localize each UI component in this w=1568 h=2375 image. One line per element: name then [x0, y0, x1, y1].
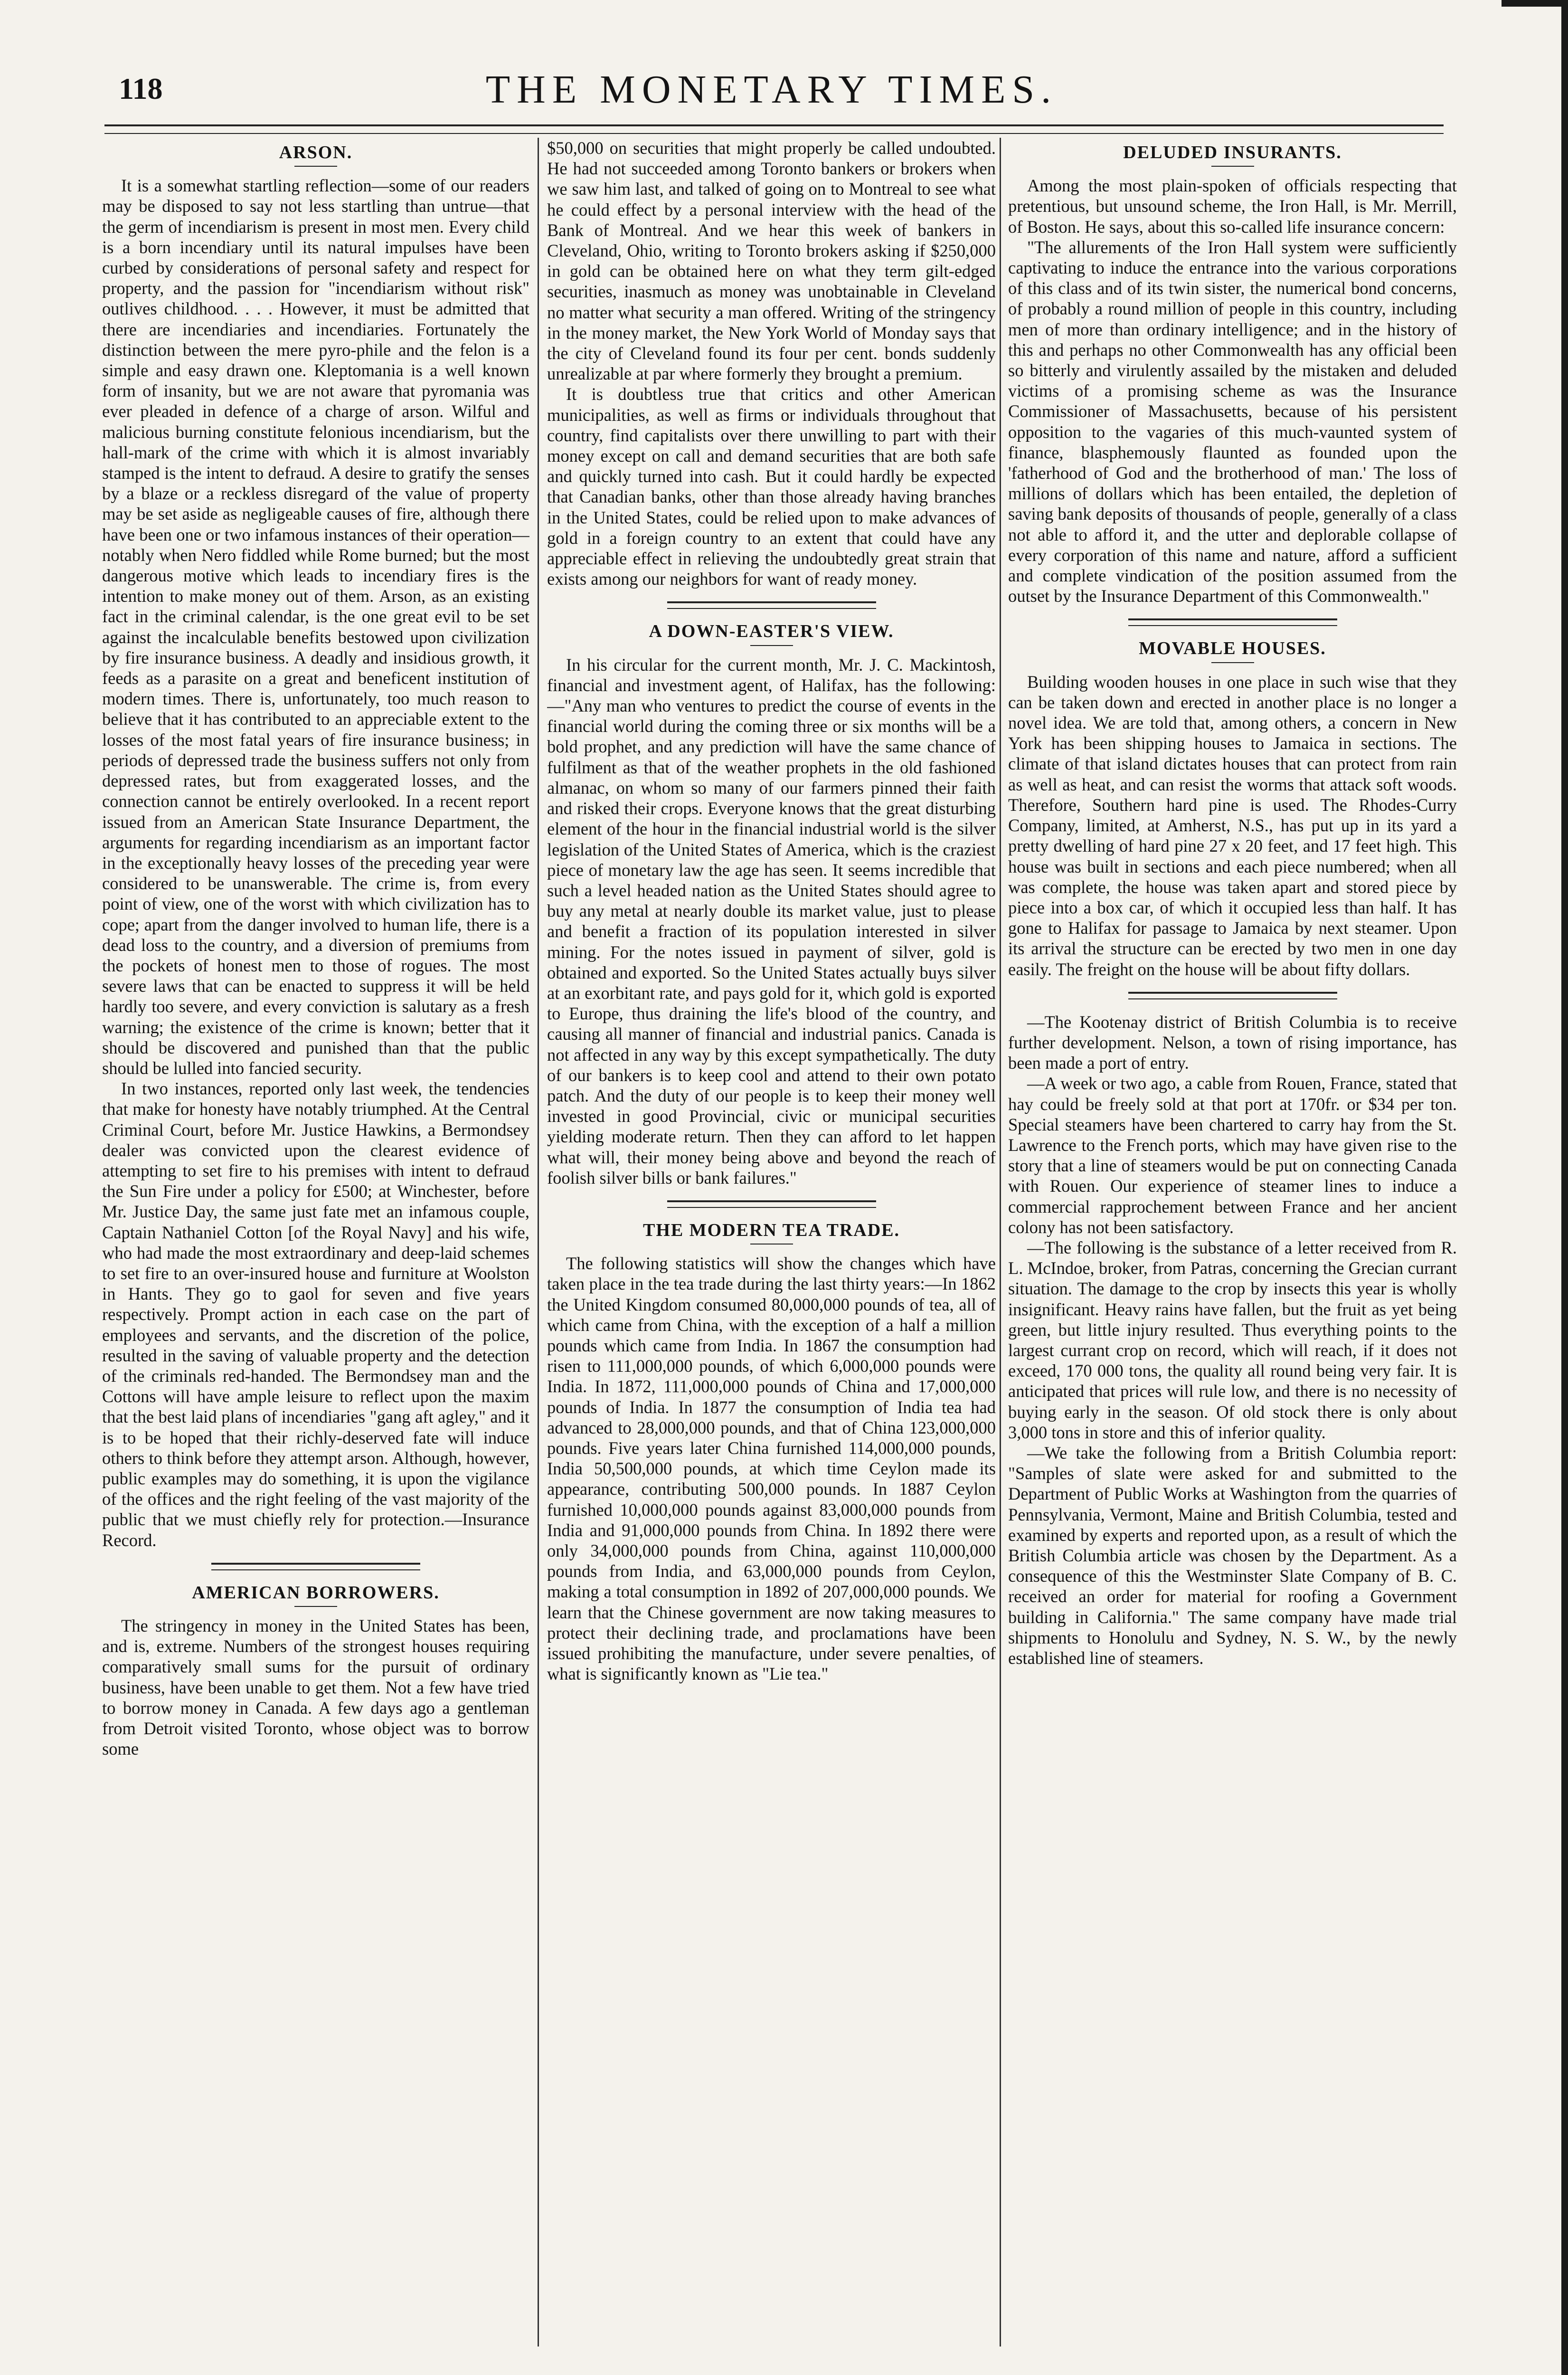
article-paragraph: "The allurements of the Iron Hall system were sufficiently captivating to induce the entrance into the various corporations of this class and of its twin sister, the numerical bond concerns, of probably a round million of people in this country, including men of more than ordinary intelligence; and in the history of this and perhaps no other Commonwealth has any official been so bitterly and virulently assailed by the mistaken and deluded victims of a promising scheme as was the Insurance Commissioner of Massachusetts, because of his persistent opposition to the vagaries of this much-vaunted system of finance, blasphemously flaunted as founded upon the 'fatherhood of God and the brotherhood of man.' The loss of millions of dollars which has been entailed, the depletion of saving bank deposits of thousands of people, generally of a class not able to afford it, and the utter and deplorable collapse of every corporation of this name and nature, afford a sufficient and complete vindication of the position assumed from the outset by the Insurance Department of this Commonwealth.": [1008, 237, 1457, 606]
column-middle: [547, 138, 996, 2346]
article-heading: DELUDED INSURANTS.: [1123, 142, 1342, 162]
article-paragraph: The stringency in money in the United States has been, and is, extreme. Numbers of the strongest houses requiring comparatively small sums for the pursuit of ordinary business, have been unable to get them. Not a few have tried to borrow money in Canada. A few days ago a gentleman from Detroit visited Toronto, whose object was to borrow some: [102, 1616, 529, 1759]
section-break: [667, 1200, 876, 1208]
news-note: —A week or two ago, a cable from Rouen, France, stated that hay could be freely sold at that port at 170fr. or $34 per ton. Special steamers have been chartered to carry hay from the St. Lawrence to the French ports, which may have given rise to the story that a line of steamers would be put on connecting Canada with Rouen. Our experience of steamer lines to induce a commercial rapprochement between France and her ancient colony has not been satisfactory.: [1008, 1074, 1457, 1237]
heading-rule: [294, 166, 337, 167]
article-paragraph: The following statistics will show the changes which have taken place in the tea trade during the last thirty years:—In 1862 the United Kingdom consumed 80,000,000 pounds of tea, all of which came from China, with the exception of a half a million pounds which came from India. In 1867 the consumption had risen to 111,000,000 pounds, of which 6,000,000 pounds were India. In 1872, 111,000,000 pounds of China and 17,000,000 pounds of India. In 1877 the consumption of India tea had advanced to 28,000,000 pounds, and that of China 123,000,000 pounds. Five years later China furnished 114,000,000 pounds, India 50,500,000 pounds, at which time Ceylon made its appearance, contributing 500,000 pounds. In 1887 Ceylon furnished 10,000,000 pounds against 83,000,000 pounds from India and 91,000,000 pounds from China. In 1892 there were only 34,000,000 pounds from China, against 110,000,000 pounds from India, and 63,000,000 pounds from Ceylon, making a total consumption in 1892 of 207,000,000 pounds. We learn that the Chinese government are now taking measures to protect their declining trade, and proclamations have been issued prohibiting the manufacture, under severe penalties, of what is significantly known as "Lie tea.": [547, 1254, 996, 1684]
article-paragraph: In his circular for the current month, Mr. J. C. Mackintosh, financial and investment agent, of Halifax, has the following:—"Any man who ventures to predict the course of events in the financial world during the coming three or six months will be a bold prophet, and any prediction will have the same chance of fulfilment as that of the weather prophets in the old fashioned almanac, on whom so many of our farmers pinned their faith and risked their crops. Everyone knows that the great disturbing element of the hour in the financial industrial world is the silver legislation of the United States of America, which is the craziest piece of monetary law the age has seen. It seems incredible that such a level headed nation as the United States should agree to buy any metal at nearly double its market value, just to please and benefit a fraction of its population interested in silver mining. For the notes issued in payment of silver, gold is obtained and exported. So the United States actually buys silver at an exorbitant rate, and pays gold for it, which gold is exported to Europe, thus draining the life's blood of the country, and causing all manner of financial and industrial panics. Canada is not affected in any way by this except sympathetically. The duty of our bankers is to keep cool and attend to their own potato patch. And the duty of our people is to keep their money well invested in good Provincial, civic or municipal securities yielding moderate return. Then they can afford to let happen what will, their money being above and beyond the reach of foolish silver bills or bank failures.": [547, 655, 996, 1188]
masthead: [95, 66, 1448, 119]
article-down-easters-view: [547, 621, 996, 1188]
news-note: —The following is the substance of a letter received from R. L. McIndoe, broker, from Patras, concerning the Grecian currant situation. The damage to the crop by insects this year is wholly insignificant. Heavy rains have fallen, but the fruit as yet being green, but little injury resulted. Thus everything points to the largest currant crop on record, which will reach, if it does not exceed, 170 000 tons, the quality all round being very fair. It is anticipated that prices will rule low, and there is no necessity of buying early in the season. Of old stock there is only about 3,000 tons in store and this of inferior quality.: [1008, 1237, 1457, 1442]
news-note: —The Kootenay district of British Columbia is to receive further development. Nelson, a town of rising importance, has been made a port of entry.: [1008, 1012, 1457, 1073]
column-left: [102, 138, 529, 2346]
heading-rule: [1211, 662, 1254, 663]
column-divider-2: [1000, 138, 1001, 2346]
heading-rule: [1211, 166, 1254, 167]
column-right: [1008, 138, 1457, 2346]
masthead-rule: [104, 124, 1444, 134]
scan-edge-top: [1502, 0, 1568, 7]
newspaper-title: THE MONETARY TIMES.: [485, 67, 1058, 112]
page-number: 118: [119, 72, 163, 105]
article-paragraph: In two instances, reported only last week, the tendencies that make for honesty have notably triumphed. At the Central Criminal Court, before Mr. Justice Hawkins, a Bermondsey dealer was convicted upon the clearest evidence of attempting to set fire to his premises with intent to defraud the Sun Fire under a policy for £500; at Winchester, before Mr. Justice Day, the same just fate met an infamous couple, Captain Nathaniel Cotton [of the Royal Navy] and his wife, who had made the most extraordinary and deep-laid schemes to set fire to an over-insured house and furniture at Woolston in Hants. They go to gaol for seven and five years respectively. Prompt action in each case on the part of employees and servants, and the discretion of the police, resulted in the saving of valuable property and the detection of the criminals red-handed. The Bermondsey man and the Cottons will have ample leisure to reflect upon the maxim that the best laid plans of incendiaries "gang aft agley," and it is to be hoped that their richly-deserved fate will induce others to think before they attempt arson. Although, however, public examples may do something, it is upon the vigilance of the offices and the right feeling of the vast majority of the public that we must chiefly rely for protection.—Insurance Record.: [102, 1079, 529, 1550]
article-heading: ARSON.: [279, 142, 353, 162]
article-paragraph: Among the most plain-spoken of officials respecting that pretentious, but unsound scheme, the Iron Hall, is Mr. Merrill, of Boston. He says, about this so-called life insurance concern:: [1008, 176, 1457, 237]
article-deluded-insurants: [1008, 142, 1457, 606]
news-note: —We take the following from a British Columbia report: "Samples of slate were asked for and submitted to the Department of Public Works at Washington from the quarries of Pennsylvania, Vermont, Maine and British Columbia, tested and examined by experts and reported upon, as a result of which the British Columbia article was chosen by the Department. As a consequence of this the Westminster Slate Company of B. C. received an order for material for roofing a Government building in California." The same company have made trial shipments to Honolulu and Sydney, N. S. W., by the newly established line of steamers.: [1008, 1443, 1457, 1668]
article-heading: MOVABLE HOUSES.: [1139, 638, 1326, 659]
column-divider-1: [538, 138, 539, 2346]
article-heading: A DOWN-EASTER'S VIEW.: [649, 621, 894, 642]
section-break: [1128, 618, 1337, 626]
article-borrowers-continued: [547, 138, 996, 589]
section-break: [667, 601, 876, 609]
article-paragraph: Building wooden houses in one place in such wise that they can be taken down and erected in another place is no longer a novel idea. We are told that, among others, a concern in New York has been shipping houses to Jamaica in sections. The climate of that island dictates houses that can protect from rain as well as heat, and can resist the worms that attack soft woods. Therefore, Southern hard pine is used. The Rhodes-Curry Company, limited, at Amherst, N.S., has put up in its yard a pretty dwelling of hard pine 27 x 20 feet, and 17 feet high. This house was built in sections and each piece numbered; when all was complete, the house was taken apart and stored piece by piece into a box car, of which it occupied less than half. It has gone to Halifax for passage to Jamaica by next steamer. Upon its arrival the structure can be erected by two men in one day easily. The freight on the house will be about fifty dollars.: [1008, 672, 1457, 979]
heading-rule: [750, 645, 793, 646]
news-notes: [1008, 1012, 1457, 1669]
article-movable-houses: [1008, 638, 1457, 979]
article-arson: [102, 142, 529, 1550]
article-modern-tea-trade: [547, 1220, 996, 1684]
article-american-borrowers: [102, 1583, 529, 1759]
section-break: [1128, 992, 1337, 999]
article-paragraph: $50,000 on securities that might properly be called undoubted. He had not succeeded among Toronto bankers or brokers when we saw him last, and talked of going on to Montreal to see what he could effect by a personal interview with the head of the Bank of Montreal. And we hear this week of bankers in Cleveland, Ohio, writing to Toronto brokers asking if $250,000 in gold can be obtained here on what they term gilt-edged securities, inasmuch as money was unobtainable in Cleveland no matter what security a man offered. Writing of the stringency in the money market, the New York World of Monday says that the city of Cleveland found its four per cent. bonds suddenly unrealizable at par where formerly they brought a premium.: [547, 138, 996, 384]
article-heading: AMERICAN BORROWERS.: [192, 1582, 440, 1603]
article-heading: THE MODERN TEA TRADE.: [642, 1220, 900, 1240]
article-paragraph: It is a somewhat startling reflection—some of our readers may be disposed to say not less startling than untrue—that the germ of incendiarism is present in most men. Every child is a born incendiary until its natural impulses have been curbed by considerations of personal safety and respect for property, and the passion for "incendiarism without risk" outlives childhood. . . . However, it must be admitted that there are incendiaries and incendiaries. Fortunately the distinction between the mere pyro-phile and the felon is a simple and easy drawn one. Kleptomania is a well known form of insanity, but we are not aware that pyromania was ever pleaded in defence of a charge of arson. Wilful and malicious burning constitute felonious incendiarism, but the hall-mark of the crime with which it is almost invariably stamped is the intent to defraud. A desire to gratify the senses by a blaze or a reckless disregard of the value of property may be set aside as negligeable causes of fire, although there have been one or two infamous instances of their operation—notably when Nero fiddled while Rome burned; but the most dangerous motive which leads to incendiary fires is the intention to make money out of them. Arson, as an existing fact in the criminal calendar, is the one great evil to be set against the incalculable benefits bestowed upon civilization by fire insurance business. A deadly and insidious growth, it feeds as a parasite on a great and beneficent institution of modern times. There is, unfortunately, too much reason to believe that it has contributed to an appreciable extent to the losses of the most fatal years of fire insurance business; in periods of depressed trade the business suffers not only from depressed rates, but from exaggerated losses, and the connection cannot be entirely overlooked. In a recent report issued from an American State Insurance Department, the arguments for regarding incendiarism as an important factor in the exceptionally heavy losses of the preceding year were considered to be unanswerable. The crime is, from every point of view, one of the worst with which civilization has to cope; apart from the danger involved to human life, there is a dead loss to the country, and a diversion of premiums from the pockets of honest men to those of rogues. The most severe laws that can be enacted to suppress it will be held hardly too severe, and every conviction is salutary as a fresh warning; the existence of the crime is known; better that it should be discovered and punished than that the public should be lulled into fancied security.: [102, 176, 529, 1078]
article-paragraph: It is doubtless true that critics and other American municipalities, as well as firms or individuals throughout that country, find capitalists over there unwilling to part with their money except on call and demand securities that are both safe and quickly turned into cash. But it could hardly be expected that Canadian banks, other than those already having branches in the United States, could be relied upon to make advances of gold in a foreign country to an extent that could have any appreciable effect in relieving the undoubtedly great strain that exists among our neighbors for want of ready money.: [547, 384, 996, 589]
heading-rule: [294, 1606, 337, 1607]
section-break: [211, 1563, 420, 1570]
scan-edge: [1561, 0, 1568, 2375]
